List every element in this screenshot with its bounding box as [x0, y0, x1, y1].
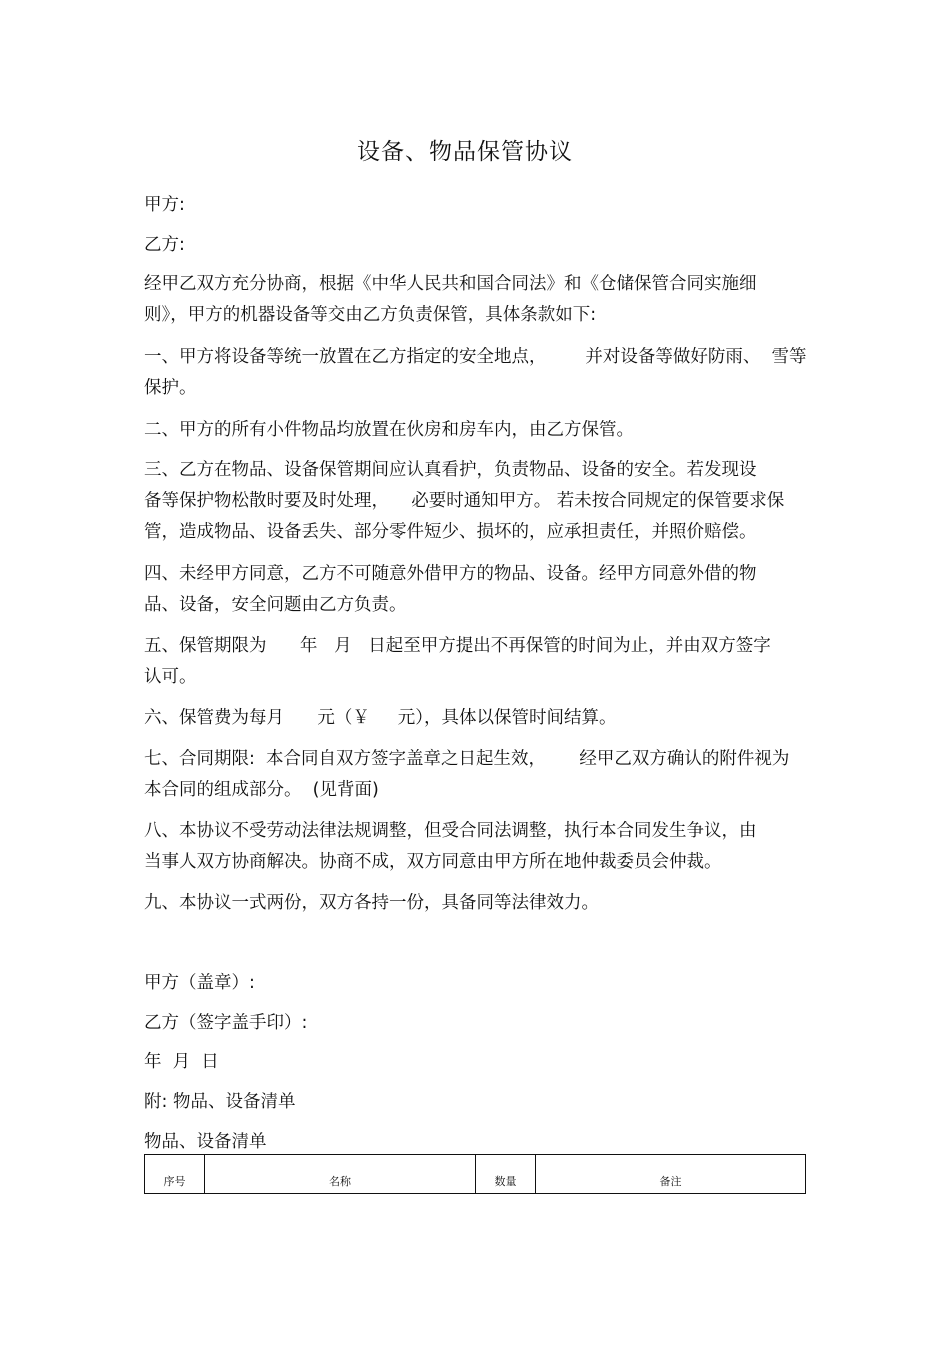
intro-line-2: 则》，甲方的机器设备等交由乙方负责保管，具体条款如下: [144, 305, 597, 325]
date-line: 年 月 日 [144, 1052, 219, 1072]
clause-8-line-1: 八、本协议不受劳动法律法规调整，但受合同法调整，执行本合同发生争议，由 [144, 821, 757, 841]
clause-6-line-1: 六、保管费为每月 元（￥ 元），具体以保管时间结算。 [144, 708, 617, 728]
clause-5-line-2: 认可。 [144, 667, 197, 687]
clause-7-line-1: 七、合同期限: 本合同自双方签字盖章之日起生效， 经甲乙双方确认的附件视为 [144, 749, 790, 769]
clause-4-line-1: 四、未经甲方同意，乙方不可随意外借甲方的物品、设备。经甲方同意外借的物 [144, 564, 757, 584]
clause-1-line-1: 一、甲方将设备等统一放置在乙方指定的安全地点， 并对设备等做好防雨、 雪等 [144, 347, 807, 367]
clause-9-line-1: 九、本协议一式两份，双方各持一份，具备同等法律效力。 [144, 893, 599, 913]
clause-2-line-1: 二、甲方的所有小件物品均放置在伙房和房车内，由乙方保管。 [144, 420, 634, 440]
clause-3-line-2: 备等保护物松散时要及时处理， 必要时通知甲方。 若未按合同规定的保管要求保 [144, 491, 785, 511]
party-a-seal-line: 甲方（盖章）: [144, 973, 255, 993]
table-header-quantity: 数量 [476, 1155, 536, 1193]
item-list-table [144, 1154, 806, 1194]
list-title: 物品、设备清单 [144, 1132, 267, 1152]
clause-7-line-2: 本合同的组成部分。 (见背面) [144, 780, 379, 800]
clause-5-line-1: 五、保管期限为 年 月 日起至甲方提出不再保管的时间为止，并由双方签字 [144, 636, 771, 656]
document-title: 设备、物品保管协议 [357, 139, 573, 165]
clause-4-line-2: 品、设备，安全问题由乙方负责。 [144, 595, 407, 615]
table-header-name: 名称 [205, 1155, 476, 1193]
intro-line-1: 经甲乙双方充分协商，根据《中华人民共和国合同法》和《仓储保管合同实施细 [144, 274, 757, 294]
party-b-signature-line: 乙方（签字盖手印）: [144, 1013, 308, 1033]
attachment-line: 附: 物品、设备清单 [144, 1092, 296, 1112]
clause-8-line-2: 当事人双方协商解决。协商不成，双方同意由甲方所在地仲裁委员会仲裁。 [144, 852, 722, 872]
party-b-line: 乙方: [144, 235, 185, 255]
clause-3-line-3: 管，造成物品、设备丢失、部分零件短少、损坏的，应承担责任，并照价赔偿。 [144, 522, 757, 542]
clause-3-line-1: 三、乙方在物品、设备保管期间应认真看护，负责物品、设备的安全。若发现设 [144, 460, 757, 480]
party-a-line: 甲方: [144, 195, 185, 215]
table-header-serial: 序号 [145, 1155, 205, 1193]
clause-1-line-2: 保护。 [144, 378, 197, 398]
table-header-remarks: 备注 [659, 1175, 682, 1188]
